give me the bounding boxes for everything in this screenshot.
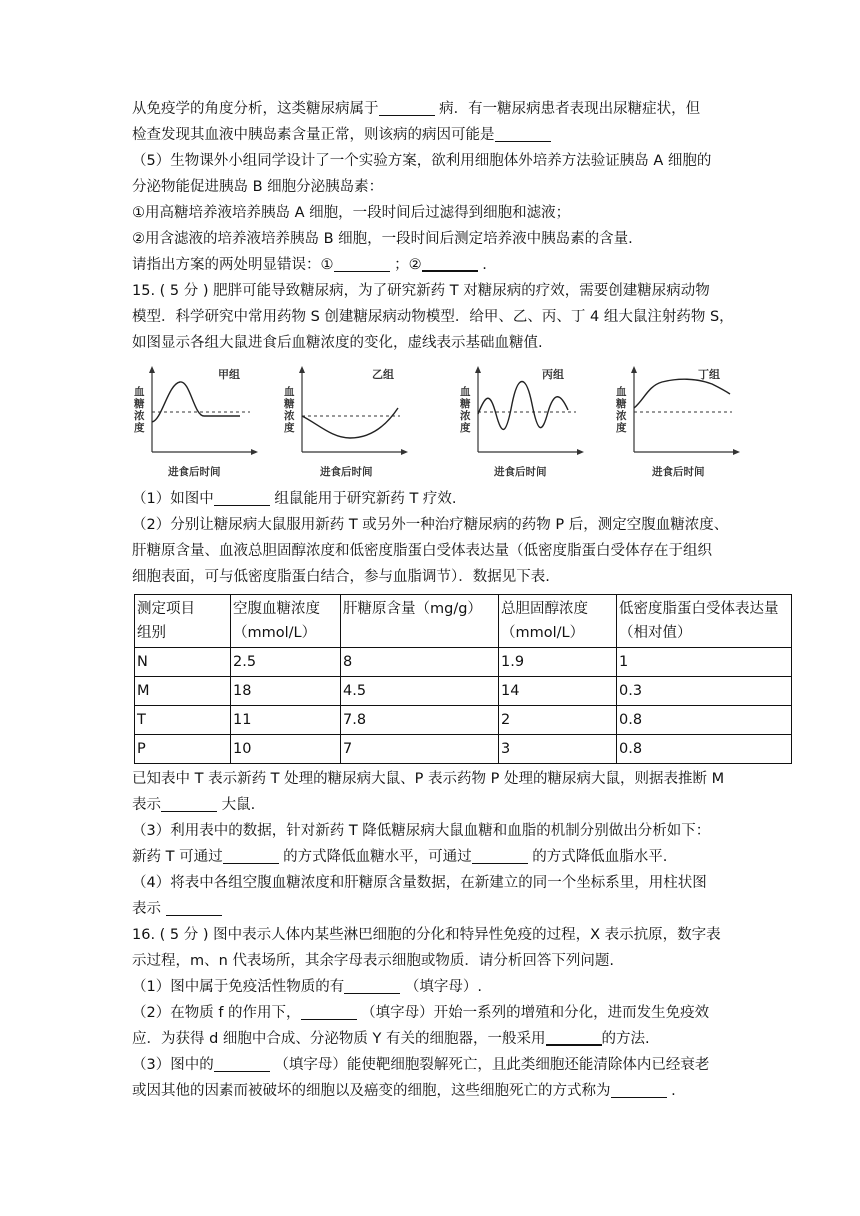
table-cell: 2.5: [231, 648, 341, 677]
text-line: （3）利用表中的数据，针对新药 T 降低糖尿病大鼠血糖和血脂的机制分别做出分析如下：: [132, 823, 711, 839]
text-line: [132, 844, 812, 870]
text-line: 模型．科学研究中常用药物 S 创建糖尿病动物模型．给甲、乙、丙、丁 4 组大鼠注射药物 S，: [132, 309, 734, 325]
text-run: .: [666, 1083, 676, 1099]
table-cell: T: [135, 706, 231, 735]
graph-ding: [614, 364, 754, 482]
text-line: （5）生物课外小组同学设计了一个实验方案，欲利用细胞体外培养方法验证胰岛 A 细胞的: [132, 153, 712, 169]
text-line: [132, 974, 812, 1000]
text-line: [132, 486, 812, 512]
text-run: （1）图中属于免疫活性物质的有: [132, 979, 345, 995]
graph-jia-plot: [132, 364, 272, 464]
text-line: （4）将表中各组空腹血糖浓度和肝糖原含量数据，在新建立的同一个坐标系里，用柱状图: [132, 875, 707, 891]
text-run: 用含滤液的培养液培养胰岛 B 细胞，一段时间后测定培养液中胰岛素的含量.: [145, 231, 633, 247]
table-cell: 7: [341, 735, 499, 764]
text-run: （填字母）开始一系列的增殖和分化，进而发生免疫效: [356, 1005, 710, 1021]
blood-glucose-graphs: [132, 364, 812, 482]
table-cell: 18: [231, 677, 341, 706]
text-run: 组鼠能用于研究新药 T 疗效.: [269, 491, 457, 507]
text-run: ；: [389, 257, 409, 273]
text-run: （填字母）.: [400, 979, 482, 995]
text-line: [132, 1052, 812, 1078]
table-cell: 3: [499, 735, 617, 764]
x-axis-label: 进食后时间: [168, 466, 221, 478]
table-cell: 1.9: [499, 648, 617, 677]
text-run: （3）图中的: [132, 1057, 214, 1073]
answer-blank: [472, 846, 528, 864]
table-header-cell: 测定项目 组别: [135, 595, 231, 648]
data-table: [134, 594, 792, 764]
table-row: [135, 677, 792, 706]
table-cell: 10: [231, 735, 341, 764]
table-header-cell: 肝糖原含量（mg/g）: [341, 595, 499, 648]
table-cell: 0.8: [617, 735, 792, 764]
text-run: 的方法.: [601, 1031, 650, 1047]
x-axis-label: 进食后时间: [320, 466, 373, 478]
text-run: （1）如图中: [132, 491, 214, 507]
table-cell: 0.3: [617, 677, 792, 706]
text-line: [132, 200, 812, 226]
table-cell: 0.8: [617, 706, 792, 735]
table-cell: P: [135, 735, 231, 764]
table-header-cell: 空腹血糖浓度 （mmol/L）: [231, 595, 341, 648]
graph-jia: [132, 364, 272, 482]
step-number: ①: [132, 205, 145, 221]
table-header-cell: 低密度脂蛋白受体表达量 （相对值）: [617, 595, 792, 648]
step-number: ②: [132, 231, 145, 247]
text-line: [132, 792, 812, 818]
text-line: [132, 252, 812, 278]
text-run: 应．为获得 d 细胞中合成、分泌物质 Y 有关的细胞器，一般采用: [132, 1031, 546, 1047]
text-run: 或因其他的因素而被破坏的细胞以及癌变的细胞，这些细胞死亡的方式称为: [132, 1083, 611, 1099]
graph-yi-plot: [282, 364, 422, 464]
y-axis-label: 血糖浓度: [284, 386, 295, 434]
text-line: 如图显示各组大鼠进食后血糖浓度的变化，虚线表示基础血糖值.: [132, 335, 543, 351]
text-line: 示过程，m、n 代表场所，其余字母表示细胞或物质．请分析回答下列问题.: [132, 953, 615, 969]
text-line: [132, 1026, 812, 1052]
table-cell: M: [135, 677, 231, 706]
text-line: 细胞表面，可与低密度脂蛋白结合，参与血脂调节）．数据见下表.: [132, 569, 550, 585]
text-run: 的方式降低血脂水平.: [527, 849, 668, 865]
answer-blank: [334, 254, 390, 272]
x-axis-label: 进食后时间: [494, 466, 547, 478]
text-run: （填字母）能使靶细胞裂解死亡，且此类细胞还能清除体内已经衰老: [269, 1057, 710, 1073]
answer-blank: [166, 898, 222, 916]
answer-blank: [546, 1027, 602, 1046]
x-axis-label: 进食后时间: [652, 466, 705, 478]
table-row: [135, 706, 792, 735]
answer-blank: [214, 488, 270, 506]
table-cell: 7.8: [341, 706, 499, 735]
table-header-row: [135, 595, 792, 648]
graph-ding-plot: [614, 364, 754, 464]
text-run: 表示: [132, 797, 161, 813]
table-cell: 14: [499, 677, 617, 706]
text-line: [132, 1000, 812, 1026]
table-cell: 11: [231, 706, 341, 735]
y-axis-label: 血糖浓度: [616, 386, 627, 434]
y-axis-label: 血糖浓度: [460, 386, 471, 434]
answer-blank: [223, 846, 279, 864]
text-run: 检查发现其血液中胰岛素含量正常，则该病的病因可能是: [132, 127, 495, 143]
answer-blank: [379, 98, 435, 116]
answer-blank: [301, 1002, 357, 1020]
table-cell: 1: [617, 648, 792, 677]
answer-blank: [495, 124, 551, 142]
table-row: [135, 735, 792, 764]
graph-label: 乙组: [372, 368, 394, 381]
text-line: [132, 96, 812, 122]
text-line: [132, 1078, 812, 1104]
answer-blank: [422, 253, 478, 272]
text-line: 分泌物能促进胰岛 B 细胞分泌胰岛素：: [132, 179, 384, 195]
table-cell: 2: [499, 706, 617, 735]
text-run: 从免疫学的角度分析，这类糖尿病属于: [132, 101, 379, 117]
text-run: （2）在物质 f 的作用下，: [132, 1005, 301, 1021]
question-15-line: 15. ( 5 分 ) 肥胖可能导致糖尿病，为了研究新药 T 对糖尿病的疗效，需要创建糖尿病动物: [132, 283, 710, 299]
table-cell: N: [135, 648, 231, 677]
graph-label: 丁组: [698, 368, 720, 381]
text-run: 病．有一糖尿病患者表现出尿糖症状，但: [434, 101, 701, 117]
table-row: [135, 648, 792, 677]
y-axis-label: 血糖浓度: [134, 386, 145, 434]
table-cell: 8: [341, 648, 499, 677]
text-line: [132, 122, 812, 148]
text-line: 已知表中 T 表示新药 T 处理的糖尿病大鼠、P 表示药物 P 处理的糖尿病大鼠，则据表推断 M: [132, 771, 725, 787]
answer-blank: [344, 976, 400, 994]
graph-yi: [282, 364, 422, 482]
graph-label: 丙组: [542, 368, 564, 381]
text-line: [132, 226, 812, 252]
text-run: 表示: [132, 901, 166, 917]
document-page: [132, 96, 812, 1104]
text-run: 的方式降低血糖水平，可通过: [278, 849, 472, 865]
text-line: （2）分别让糖尿病大鼠服用新药 T 或另外一种治疗糖尿病的药物 P 后，测定空腹血糖浓度、: [132, 517, 729, 533]
answer-blank: [161, 794, 217, 812]
answer-blank: [611, 1080, 667, 1098]
answer-blank: [214, 1054, 270, 1072]
text-run: 请指出方案的两处明显错误：: [132, 257, 321, 273]
text-run: 用高糖培养液培养胰岛 A 细胞，一段时间后过滤得到细胞和滤液；: [145, 205, 571, 221]
text-run: 大鼠.: [217, 797, 256, 813]
step-number: ②: [408, 257, 422, 273]
graph-label: 甲组: [218, 368, 240, 381]
text-run: 新药 T 可通过: [132, 849, 223, 865]
text-line: 肝糖原含量、血液总胆固醇浓度和低密度脂蛋白受体表达量（低密度脂蛋白受体存在于组织: [132, 543, 712, 559]
text-line: [132, 896, 812, 922]
text-run: .: [477, 257, 487, 273]
table-cell: 4.5: [341, 677, 499, 706]
graph-bing-plot: [458, 364, 598, 464]
step-number: ①: [320, 257, 334, 273]
question-16-line: 16. ( 5 分 ) 图中表示人体内某些淋巴细胞的分化和特异性免疫的过程，X 表示抗原，数字表: [132, 927, 721, 943]
graph-bing: [458, 364, 598, 482]
table-header-cell: 总胆固醇浓度 （mmol/L）: [499, 595, 617, 648]
